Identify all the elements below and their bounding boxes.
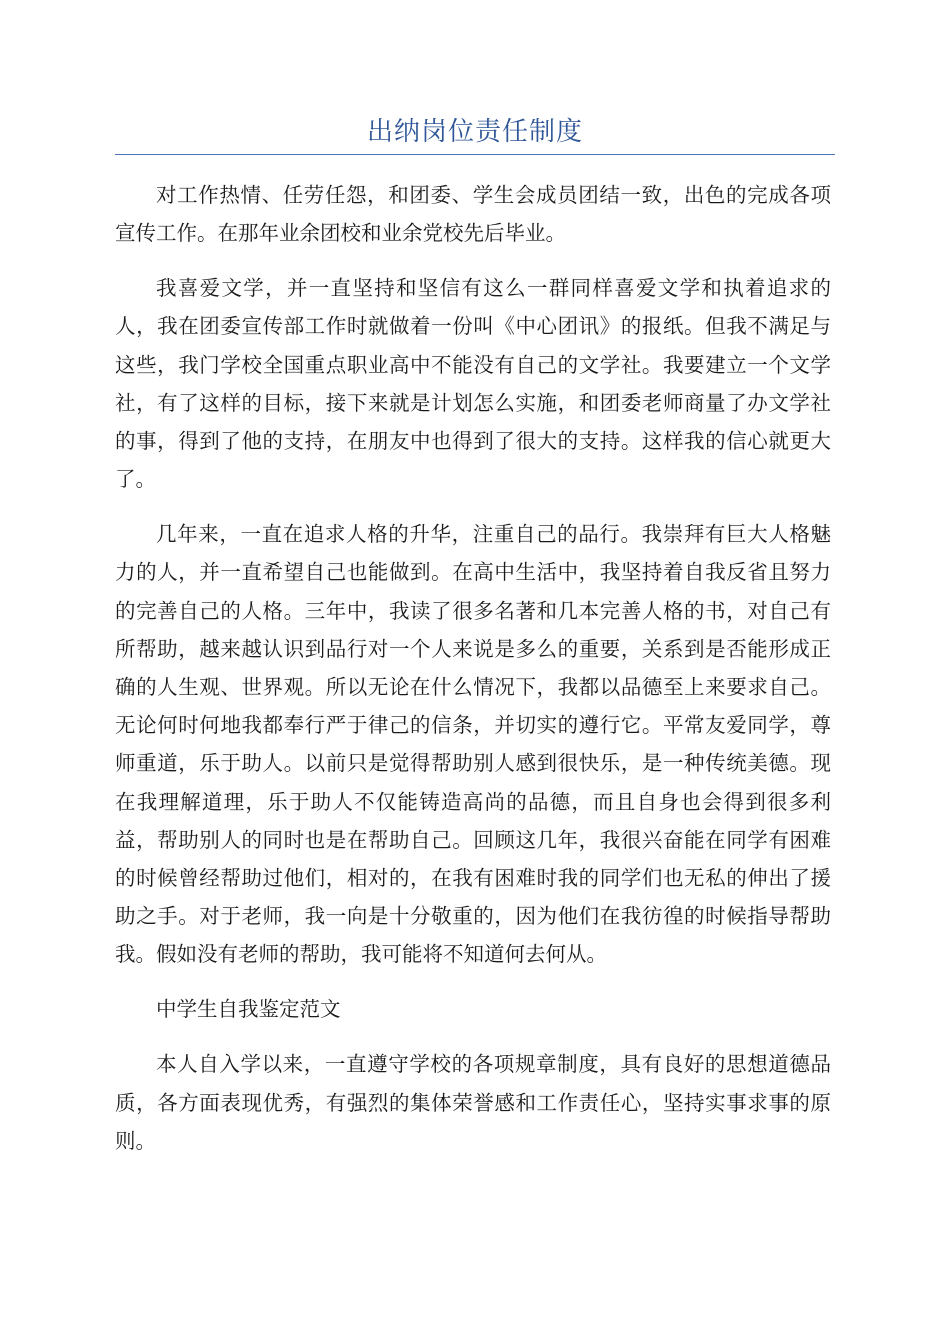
paragraph: 本人自入学以来，一直遵守学校的各项规章制度，具有良好的思想道德品质，各方面表现优秀，有强烈的集体荣誉感和工作责任心，坚持实事求事的原则。 bbox=[115, 1052, 831, 1153]
section-heading: 中学生自我鉴定范文 bbox=[156, 997, 341, 1022]
title-underline bbox=[115, 154, 835, 155]
paragraph: 我喜爱文学，并一直坚持和坚信有这么一群同样喜爱文学和执着追求的人，我在团委宣传部工作时就做着一份叫《中心团讯》的报纸。但我不满足与这些，我门学校全国重点职业高中不能没有自己的文学社。我要建立一个文学社，有了这样的目标，接下来就是计划怎么实施，和团委老师商量了办文学社的事，得到了他的支持，在朋友中也得到了很大的支持。这样我的信心就更大了。 bbox=[115, 276, 831, 492]
paragraph: 对工作热情、任劳任怨，和团委、学生会成员团结一致，出色的完成各项宣传工作。在那年业余团校和业余党校先后毕业。 bbox=[115, 183, 831, 246]
document-body bbox=[115, 176, 831, 1177]
paragraph: 几年来，一直在追求人格的升华，注重自己的品行。我崇拜有巨大人格魅力的人，并一直希望自己也能做到。在高中生活中，我坚持着自我反省且努力的完善自己的人格。三年中，我读了很多名著和几本完善人格的书，对自己有所帮助，越来越认识到品行对一个人来说是多么的重要，关系到是否能形成正确的人生观、世界观。所以无论在什么情况下，我都以品德至上来要求自己。无论何时何地我都奉行严于律己的信条，并切实的遵行它。平常友爱同学，尊师重道，乐于助人。以前只是觉得帮助别人感到很快乐，是一种传统美德。现在我理解道理，乐于助人不仅能铸造高尚的品德，而且自身也会得到很多利益，帮助别人的同时也是在帮助自己。回顾这几年，我很兴奋能在同学有困难的时候曾经帮助过他们，相对的，在我有困难时我的同学们也无私的伸出了援助之手。对于老师，我一向是十分敬重的，因为他们在我彷徨的时候指导帮助我。假如没有老师的帮助，我可能将不知道何去何从。 bbox=[115, 522, 831, 967]
document-title: 出纳岗位责任制度 bbox=[366, 117, 583, 147]
